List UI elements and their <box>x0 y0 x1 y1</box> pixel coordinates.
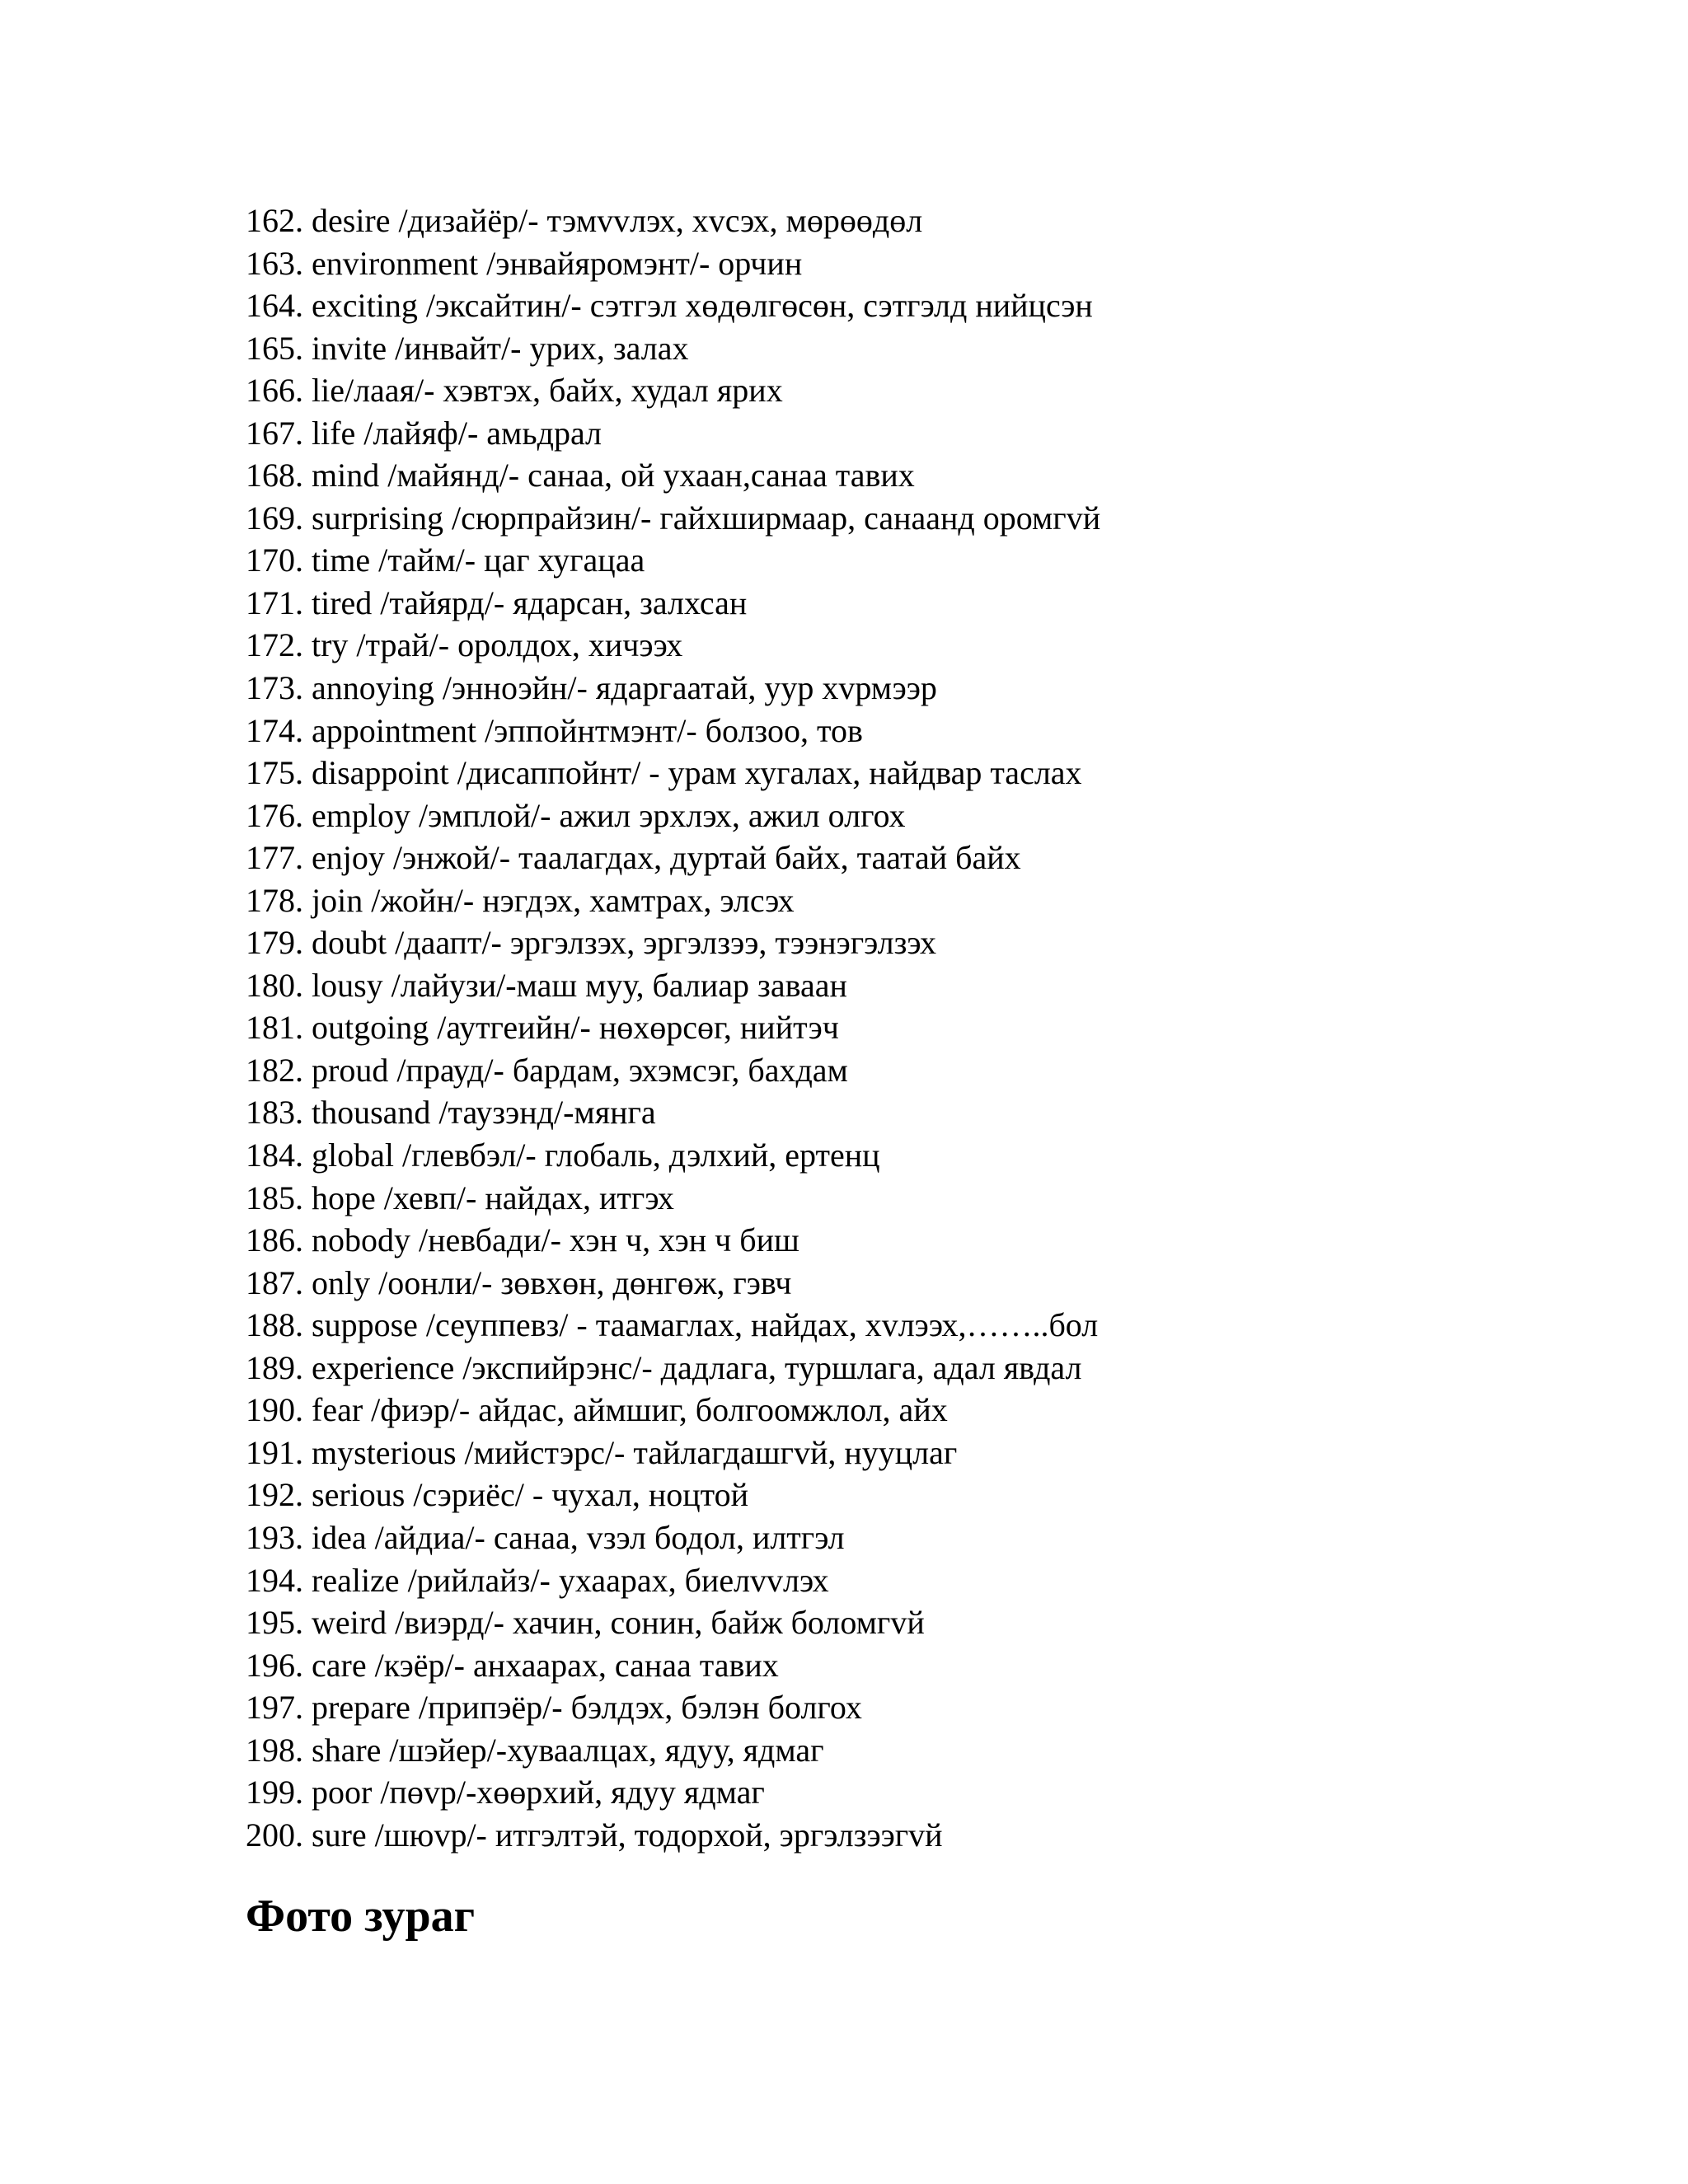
item-number: 163. <box>246 244 303 282</box>
item-number: 181. <box>246 1009 303 1047</box>
list-item <box>246 242 1100 285</box>
item-text: weird /виэрд/- хачин, сонин, байж боломгvй <box>312 1604 925 1642</box>
item-number: 187. <box>246 1263 303 1301</box>
list-item <box>246 582 1100 625</box>
list-item <box>246 1389 1100 1432</box>
item-text: tired /тайярд/- ядарсан, залхсан <box>312 583 748 621</box>
item-number: 197. <box>246 1689 303 1727</box>
item-text: disappoint /дисаппойнт/ - урам хугалах, найдвар таслах <box>312 754 1082 792</box>
item-text: serious /сэриёс/ - чухал, ноцтой <box>312 1476 749 1514</box>
item-number: 184. <box>246 1137 303 1174</box>
list-item <box>246 327 1100 370</box>
item-number: 162. <box>246 202 303 239</box>
list-item <box>246 710 1100 752</box>
list-item <box>246 921 1100 964</box>
item-number: 193. <box>246 1518 303 1556</box>
item-number: 199. <box>246 1774 303 1811</box>
item-text: idea /айдиа/- санаа, vзэл бодол, илтгэл <box>312 1518 845 1556</box>
item-text: share /шэйер/-хуваалцах, ядуу, ядмаг <box>312 1731 824 1769</box>
item-number: 200. <box>246 1816 303 1854</box>
item-text: mind /майянд/- санаа, ой ухаан,санаа тавих <box>312 457 915 494</box>
item-number: 189. <box>246 1348 303 1386</box>
item-number: 175. <box>246 754 303 792</box>
item-text: lie/лаая/- хэвтэх, байх, худал ярих <box>312 372 783 410</box>
list-item <box>246 1644 1100 1687</box>
item-text: try /трай/- оролдох, хичээх <box>312 626 683 664</box>
item-number: 164. <box>246 287 303 325</box>
item-text: experience /экспийрэнс/- дадлага, туршлага, адал явдал <box>312 1348 1082 1386</box>
list-item <box>246 1177 1100 1220</box>
list-item <box>246 199 1100 242</box>
item-number: 177. <box>246 839 303 877</box>
item-text: fear /фиэр/- айдас, аймшиг, болгоомжлол, айх <box>312 1391 948 1429</box>
list-item <box>246 1814 1100 1857</box>
list-item <box>246 454 1100 497</box>
item-number: 182. <box>246 1051 303 1089</box>
item-text: thousand /таузэнд/-мянга <box>312 1094 656 1132</box>
item-text: global /глевбэл/- глобаль, дэлхий, ертенц <box>312 1137 880 1174</box>
item-text: lousy /лайузи/-маш муу, балиар заваан <box>312 966 847 1004</box>
item-number: 192. <box>246 1476 303 1514</box>
list-item <box>246 1262 1100 1305</box>
list-item <box>246 1049 1100 1092</box>
item-number: 186. <box>246 1221 303 1259</box>
list-item <box>246 1006 1100 1049</box>
item-text: realize /рийлайз/- ухаарах, биелvvлэх <box>312 1561 829 1599</box>
item-text: hope /хевп/- найдах, итгэх <box>312 1179 674 1216</box>
item-number: 174. <box>246 711 303 749</box>
item-number: 195. <box>246 1604 303 1642</box>
vocabulary-list <box>246 199 1100 1856</box>
item-text: employ /эмплой/- ажил эрхлэх, ажил олгох <box>312 796 906 834</box>
list-item <box>246 1347 1100 1390</box>
list-item <box>246 667 1100 710</box>
item-text: doubt /даапт/- эргэлзэх, эргэлзээ, тээнэгэлзэх <box>312 924 936 962</box>
list-item <box>246 624 1100 667</box>
list-item <box>246 1686 1100 1729</box>
item-number: 196. <box>246 1646 303 1684</box>
item-number: 166. <box>246 372 303 410</box>
list-item <box>246 1219 1100 1262</box>
section-heading: Фото зураг <box>246 1891 476 1942</box>
list-item <box>246 369 1100 412</box>
list-item <box>246 837 1100 879</box>
item-number: 185. <box>246 1179 303 1216</box>
item-number: 169. <box>246 499 303 537</box>
list-item <box>246 1771 1100 1814</box>
item-text: annoying /энноэйн/- ядаргаатай, уур хvрмээр <box>312 669 937 707</box>
item-number: 178. <box>246 881 303 919</box>
list-item <box>246 794 1100 837</box>
item-number: 171. <box>246 583 303 621</box>
item-text: care /кэёр/- анхаарах, санаа тавих <box>312 1646 779 1684</box>
list-item <box>246 964 1100 1007</box>
item-number: 176. <box>246 796 303 834</box>
list-item <box>246 879 1100 922</box>
item-number: 170. <box>246 541 303 579</box>
list-item <box>246 1134 1100 1177</box>
item-number: 188. <box>246 1306 303 1344</box>
list-item <box>246 1474 1100 1516</box>
item-text: prepare /припэёр/- бэлдэх, бэлэн болгох <box>312 1689 862 1727</box>
list-item <box>246 1559 1100 1602</box>
item-text: invite /инвайт/- урих, залах <box>312 329 689 367</box>
item-number: 167. <box>246 414 303 452</box>
list-item <box>246 412 1100 455</box>
list-item <box>246 497 1100 540</box>
item-text: mysterious /мийстэрс/- тайлагдашгvй, нууцлаг <box>312 1433 958 1471</box>
item-number: 191. <box>246 1433 303 1471</box>
item-text: sure /шюvр/- итгэлтэй, тодорхой, эргэлзээгvй <box>312 1816 943 1854</box>
item-number: 165. <box>246 329 303 367</box>
list-item <box>246 284 1100 327</box>
item-text: outgoing /аутгеийн/- нөхөрсөг, нийтэч <box>312 1009 839 1047</box>
item-text: exciting /эксайтин/- сэтгэл хөдөлгөсөн, сэтгэлд нийцсэн <box>312 287 1093 325</box>
list-item <box>246 539 1100 582</box>
item-text: only /оонли/- зөвхөн, дөнгөж, гэвч <box>312 1263 792 1301</box>
item-text: environment /энвайяромэнт/- орчин <box>312 244 803 282</box>
list-item <box>246 1516 1100 1559</box>
item-number: 172. <box>246 626 303 664</box>
list-item <box>246 752 1100 794</box>
item-number: 183. <box>246 1094 303 1132</box>
item-text: time /тайм/- цаг хугацаа <box>312 541 645 579</box>
item-text: join /жойн/- нэгдэх, хамтрах, элсэх <box>312 881 795 919</box>
list-item <box>246 1091 1100 1134</box>
item-number: 190. <box>246 1391 303 1429</box>
item-number: 198. <box>246 1731 303 1769</box>
item-text: proud /прауд/- бардам, эхэмсэг, бахдам <box>312 1051 848 1089</box>
item-number: 173. <box>246 669 303 707</box>
item-number: 168. <box>246 457 303 494</box>
item-text: poor /пөvр/-хөөрхий, ядуу ядмаг <box>312 1774 765 1811</box>
list-item <box>246 1601 1100 1644</box>
item-text: life /лайяф/- амьдрал <box>312 414 603 452</box>
item-number: 194. <box>246 1561 303 1599</box>
list-item <box>246 1432 1100 1474</box>
list-item <box>246 1304 1100 1347</box>
item-text: suppose /сеуппевз/ - таамаглах, найдах, хvлээх,……..бол <box>312 1306 1099 1344</box>
item-text: enjoy /энжой/- таалагдах, дуртай байх, таатай байх <box>312 839 1021 877</box>
item-number: 179. <box>246 924 303 962</box>
item-number: 180. <box>246 966 303 1004</box>
list-item <box>246 1729 1100 1772</box>
item-text: nobody /невбади/- хэн ч, хэн ч биш <box>312 1221 799 1259</box>
item-text: surprising /сюрпрайзин/- гайхширмаар, санаанд оромгvй <box>312 499 1101 537</box>
item-text: desire /дизайёр/- тэмvvлэх, хvсэх, мөрөөдөл <box>312 202 923 239</box>
item-text: appointment /эппойнтмэнт/- болзоо, тов <box>312 711 863 749</box>
